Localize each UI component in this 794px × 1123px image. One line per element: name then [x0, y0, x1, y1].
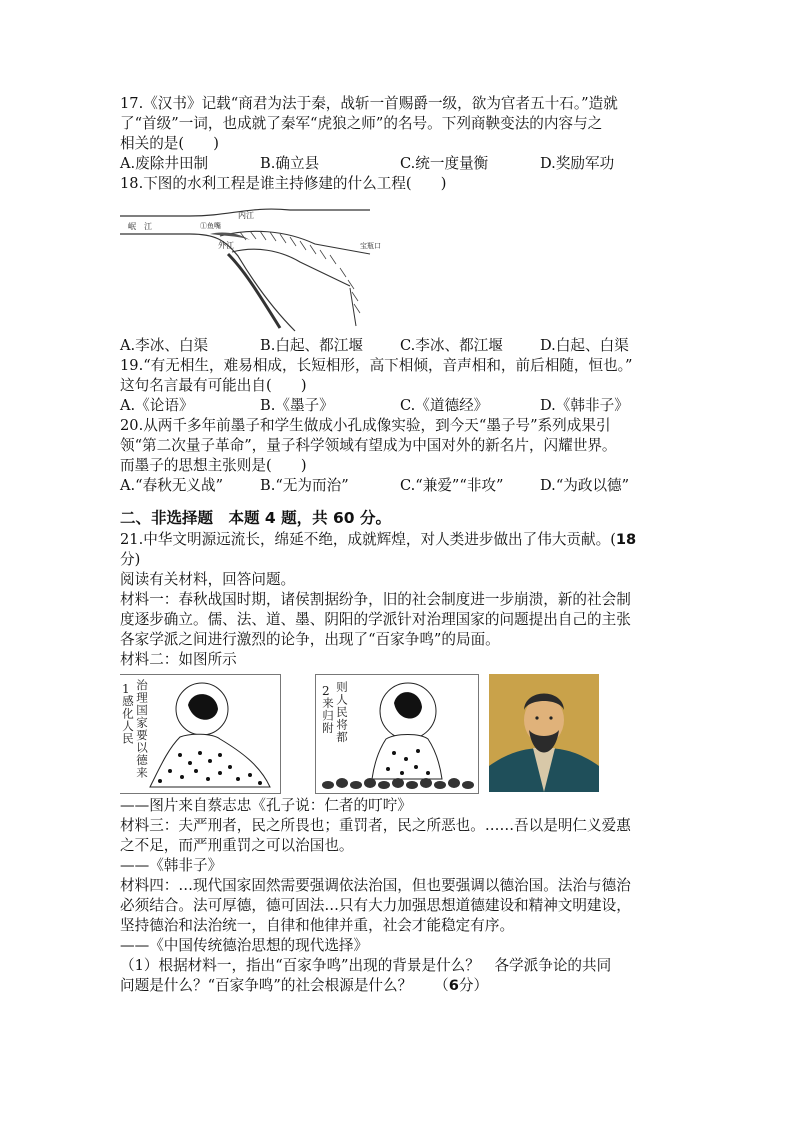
- q20-line-1: 20.从两千多年前墨子和学生做成小孔成像实验，到今天“墨子号”系列成果引: [120, 417, 611, 434]
- subquestion-1-line-2: [120, 976, 680, 996]
- material-1-line-2: 度逐步确立。儒、法、道、墨、阴阳的学派针对治理国家的问题提出自己的主张: [120, 611, 631, 628]
- exam-page: [120, 94, 680, 996]
- q20-line-3: 而墨子的思想主张则是( ): [120, 457, 307, 474]
- q17-line-3: 相关的是( ): [120, 135, 219, 152]
- q20-option-d[interactable]: D.“为政以德”: [540, 477, 630, 494]
- material-2-label: 材料二：如图所示: [120, 651, 237, 668]
- q17-line-2: 了“首级”一词，也成就了秦军“虎狼之师”的名号。下列商鞅变法的内容与之: [120, 115, 603, 132]
- material-4-line-3: 坚持德治和法治统一，自律和他律并重，社会才能稳定有序。: [120, 917, 515, 934]
- material-1-line-3: 各家学派之间进行激烈的论争，出现了“百家争鸣”的局面。: [120, 631, 500, 648]
- label-baopingkou: 宝瓶口: [360, 242, 381, 250]
- label-outer-river: 外江: [218, 241, 234, 250]
- comic-panel-2: [315, 674, 479, 794]
- q19-option-d[interactable]: D.《韩非子》: [540, 397, 629, 414]
- subquestion-1-score: 6: [448, 977, 459, 994]
- subquestion-1-line-2-text: 问题是什么？“百家争鸣”的社会根源是什么？ （: [120, 977, 449, 994]
- q19-options: [120, 396, 680, 416]
- material-1-line-1: 材料一：春秋战国时期，诸侯割据纷争，旧的社会制度进一步崩溃，新的社会制: [120, 591, 631, 608]
- label-inner-river: 内江: [238, 211, 254, 220]
- panel-2-text-col-2: 则人民将都: [335, 681, 349, 744]
- q19-line-1: 19.“有无相生，难易相成，长短相形，高下相倾，音声相和，前后相随，恒也。”: [120, 357, 633, 374]
- material-4-line-2: 必须结合。法可厚德，德可固法…只有大力加强思想道德建设和精神文明建设，: [120, 897, 631, 914]
- q20-option-c[interactable]: C.“兼爱”“非攻”: [400, 477, 504, 494]
- section-2-heading: 二、非选择题 本题 4 题，共 60 分。: [120, 509, 391, 527]
- q20-options: [120, 476, 680, 496]
- q21-line-1: [120, 530, 680, 550]
- q18-option-c[interactable]: C.李冰、都江堰: [400, 337, 503, 354]
- q20-option-b[interactable]: B.“无为而治”: [260, 477, 349, 494]
- q17-options: [120, 154, 680, 174]
- q21-intro: 阅读有关材料，回答问题。: [120, 571, 296, 588]
- q18-options: [120, 336, 680, 356]
- label-min-river: 岷 江: [128, 222, 152, 231]
- panel-1-text-col-1: 感化人民: [121, 695, 135, 745]
- panel-2-text-col-1: 来归附: [321, 697, 335, 735]
- q19-line-2: 这句名言最有可能出自( ): [120, 377, 307, 394]
- figure-caption: ——图片来自蔡志忠《孔子说：仁者的叮咛》: [120, 797, 412, 814]
- material-3-line-2: 之不足，而严刑重罚之可以治国也。: [120, 837, 354, 854]
- subquestion-1-score-unit: 分）: [458, 977, 489, 994]
- q17-option-c[interactable]: C.统一度量衡: [400, 155, 489, 172]
- comic-panel-1: [120, 674, 281, 794]
- q18-option-b[interactable]: B.白起、都江堰: [260, 337, 363, 354]
- q21-line-1b: 分): [120, 551, 141, 568]
- material-2-figures: [120, 674, 680, 792]
- q18-option-a[interactable]: A.李冰、白渠: [120, 337, 209, 354]
- confucius-portrait-image: [489, 674, 599, 792]
- label-fish-mouth: ①鱼嘴: [200, 222, 221, 230]
- q19-option-b[interactable]: B.《墨子》: [260, 397, 334, 414]
- q18-stem: 18.下图的水利工程是谁主持修建的什么工程( ): [120, 175, 447, 192]
- confucius-figure-1: [120, 675, 280, 793]
- q18-option-d[interactable]: D.白起、白渠: [540, 337, 629, 354]
- q17-option-d[interactable]: D.奖励军功: [540, 155, 615, 172]
- material-4-line-1: 材料四：…现代国家固然需要强调依法治国，但也要强调以德治国。法治与德治: [120, 877, 631, 894]
- q21-score: 18: [615, 531, 637, 548]
- q20-line-2: 领“第二次量子革命”，量子科学领域有望成为中国对外的新名片，闪耀世界。: [120, 437, 617, 454]
- material-3-line-1: 材料三：夫严刑者，民之所畏也；重罚者，民之所恶也。……吾以是明仁义爱惠: [120, 817, 631, 834]
- q17-line-1: 17.《汉书》记载“商君为法于秦，战斩一首赐爵一级，欲为官者五十石。”造就: [120, 95, 618, 112]
- q20-option-a[interactable]: A.“春秋无义战”: [120, 477, 224, 494]
- q17-option-b[interactable]: B.确立县: [260, 155, 320, 172]
- confucius-figure-2: [316, 675, 478, 793]
- q21-line-1-text: 21.中华文明源远流长，绵延不绝，成就辉煌，对人类进步做出了伟大贡献。(: [120, 531, 616, 548]
- material-3-source: ——《韩非子》: [120, 857, 223, 874]
- subquestion-1-line-1: （1）根据材料一，指出“百家争鸣”出现的背景是什么？ 各学派争论的共同: [120, 957, 612, 974]
- q19-option-c[interactable]: C.《道德经》: [400, 397, 489, 414]
- material-4-source: ——《中国传统德治思想的现代选择》: [120, 937, 369, 954]
- q19-option-a[interactable]: A.《论语》: [120, 397, 194, 414]
- panel-2-number: 2: [322, 684, 330, 698]
- confucius-portrait: [489, 674, 599, 792]
- panel-1-text-col-2: 治理国家要以德来: [135, 679, 149, 779]
- q17-option-a[interactable]: A.废除井田制: [120, 155, 209, 172]
- dujiangyan-map: [120, 196, 390, 336]
- panel-1-number: 1: [122, 682, 130, 696]
